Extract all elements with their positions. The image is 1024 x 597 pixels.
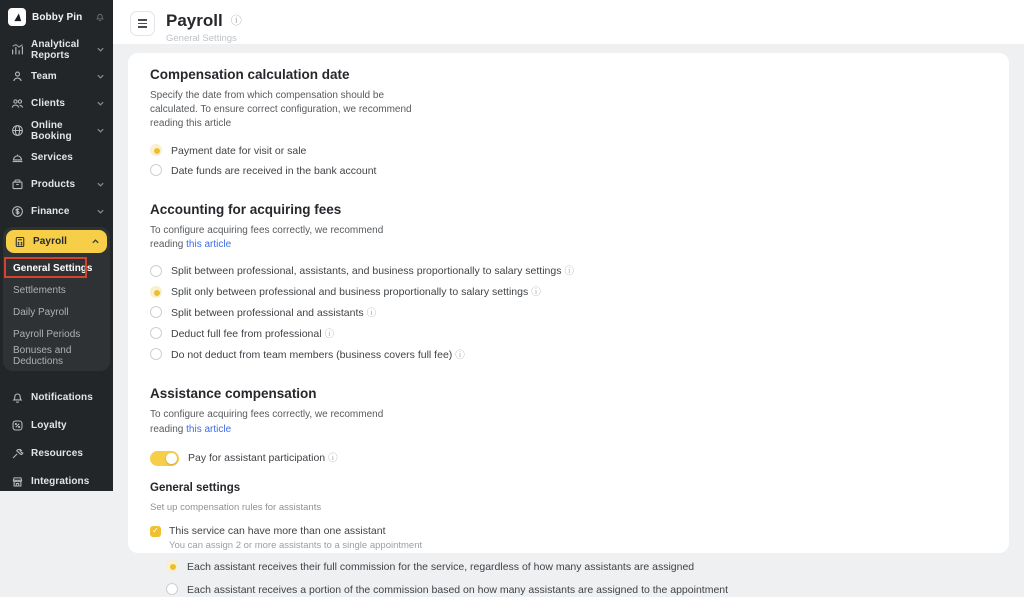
subitem-label: Bonuses and Deductions: [13, 345, 72, 367]
checkbox-multiple-assistants[interactable]: ✓ This service can have more than one assistant: [150, 525, 987, 537]
sidebar-item-resources[interactable]: [0, 439, 113, 467]
radio-option-date-funds-received[interactable]: Date funds are received in the bank account: [150, 164, 987, 178]
chevron-down-icon: [96, 180, 105, 189]
subitem-label: Payroll Periods: [13, 328, 81, 340]
info-icon[interactable]: ⓘ: [531, 287, 541, 299]
sidebar-item-integrations[interactable]: [0, 467, 113, 495]
globe-icon: [10, 124, 24, 138]
assistant-commission-options: [166, 560, 987, 597]
sidebar-item-label: Notifications: [31, 391, 93, 403]
sidebar-item-online-booking[interactable]: [0, 117, 113, 144]
notification-bell-icon[interactable]: [95, 12, 105, 22]
radio-selected-icon: [150, 144, 162, 156]
sidebar-item-label: Clients: [31, 98, 66, 109]
subitem-label: Settlements: [13, 284, 66, 296]
top-bar: [113, 0, 1024, 44]
page-subtitle: General Settings: [166, 33, 237, 44]
info-icon[interactable]: ⓘ: [455, 349, 465, 361]
sidebar-subitem-daily-payroll[interactable]: [3, 301, 110, 323]
section-title: Compensation calculation date: [150, 67, 350, 82]
section-assistance-compensation: [150, 386, 987, 597]
checkbox-checked-icon: ✓: [150, 526, 161, 537]
radio-option-deduct-full-fee[interactable]: Deduct full fee from professional ⓘ: [150, 327, 987, 342]
bobby-pin-logo-icon: [8, 8, 26, 26]
radio-option-payment-date[interactable]: Payment date for visit or sale: [150, 144, 987, 158]
sidebar-item-team[interactable]: [0, 63, 113, 90]
sidebar-item-notifications[interactable]: [0, 383, 113, 411]
payroll-group: [3, 227, 110, 371]
sidebar-item-label: Integrations: [31, 475, 90, 487]
radio-selected-icon: [166, 560, 178, 572]
chevron-down-icon: [96, 126, 105, 135]
section-accounting-acquiring-fees: [150, 202, 987, 362]
this-article-link[interactable]: this article: [186, 239, 232, 251]
toggle-pay-for-assistant-participation[interactable]: Pay for assistant participation ⓘ: [150, 451, 987, 466]
sidebar-subitem-bonuses-and-deductions[interactable]: [3, 345, 110, 367]
subitem-label: Daily Payroll: [13, 306, 69, 318]
sidebar-item-analytical-reports[interactable]: [0, 36, 113, 63]
general-settings-description: Set up compensation rules for assistants: [150, 501, 322, 513]
settings-card: [128, 53, 1009, 596]
chevron-down-icon: [96, 99, 105, 108]
sidebar-item-payroll[interactable]: [6, 230, 107, 253]
info-icon[interactable]: ⓘ: [324, 328, 335, 340]
general-settings-subheading: General settings: [150, 481, 241, 494]
page-body: [113, 44, 1024, 596]
section-title: Accounting for acquiring fees: [150, 201, 342, 217]
sidebar-item-clients[interactable]: [0, 90, 113, 117]
radio-unselected-icon: [166, 583, 178, 595]
sidebar-item-products[interactable]: [0, 171, 113, 198]
radio-option-split-professional-assistants-business[interactable]: Split between professional, assistants, and business proportionally to salary settings ⓘ: [150, 264, 987, 279]
person-icon: [10, 70, 24, 84]
radio-option-do-not-deduct[interactable]: Do not deduct from team members (business covers full fee) ⓘ: [150, 348, 987, 363]
page-title: Payroll: [166, 11, 223, 30]
info-icon[interactable]: ⓘ: [564, 266, 574, 278]
info-icon[interactable]: ⓘ: [366, 307, 377, 319]
percent-badge-icon: [10, 418, 24, 432]
sidebar-item-services[interactable]: [0, 144, 113, 171]
chart-icon: [10, 43, 24, 57]
sidebar-item-label: Loyalty: [31, 419, 67, 431]
radio-option-split-professional-assistants[interactable]: Split between professional and assistants ⓘ: [150, 306, 987, 321]
radio-unselected-icon: [150, 327, 162, 339]
sidebar-bottom-nav: [0, 383, 113, 495]
sidebar-item-label: Resources: [31, 447, 84, 459]
info-icon[interactable]: ⓘ: [230, 14, 242, 27]
sidebar-item-label: Online Booking: [31, 119, 72, 142]
radio-unselected-icon: [150, 265, 162, 277]
section-title: Assistance compensation: [150, 386, 317, 402]
calculator-icon: [13, 235, 27, 248]
service-bell-icon: [10, 151, 24, 165]
sidebar-item-label: Analytical Reports: [31, 38, 80, 61]
radio-option-split-only-professional-business[interactable]: Split only between professional and business proportionally to salary settings ⓘ: [150, 285, 987, 300]
section-description: To configure acquiring fees correctly, we recommend reading this article: [150, 224, 384, 251]
sidebar-subitem-settlements[interactable]: [3, 279, 110, 301]
sidebar: [0, 0, 113, 491]
radio-unselected-icon: [150, 306, 162, 318]
people-icon: [10, 97, 24, 111]
brand-row: [0, 0, 113, 36]
chevron-down-icon: [96, 72, 105, 81]
section-description: Specify the date from which compensation should be calculated. To ensure correct configuration, we recommend reading this article: [150, 90, 412, 130]
sidebar-subitem-general-settings[interactable]: [3, 257, 110, 279]
section-description: To configure acquiring fees correctly, we recommend reading this article: [150, 409, 384, 435]
hammer-icon: [10, 446, 24, 460]
sidebar-item-finance[interactable]: [0, 198, 113, 225]
sidebar-item-label: Services: [31, 152, 73, 163]
checkbox-sublabel: You can assign 2 or more assistants to a single appointment: [169, 539, 423, 551]
this-article-link[interactable]: this article: [186, 423, 232, 435]
sidebar-item-label: Products: [31, 179, 76, 190]
radio-option-full-commission[interactable]: Each assistant receives their full commission for the service, regardless of how many assistants are assigned: [166, 560, 987, 574]
dollar-coin-icon: [10, 205, 24, 219]
box-icon: [10, 178, 24, 192]
chevron-down-icon: [96, 207, 105, 216]
subitem-label: General Settings: [13, 262, 93, 274]
radio-option-portion-commission[interactable]: Each assistant receives a portion of the commission based on how many assistants are assigned to the appointment: [166, 583, 987, 597]
sidebar-subitem-payroll-periods[interactable]: [3, 323, 110, 345]
toggle-on-icon: [150, 451, 179, 466]
bell-icon: [10, 390, 24, 404]
section-compensation-calculation-date: [150, 67, 987, 178]
info-icon[interactable]: ⓘ: [328, 452, 338, 464]
brand-name: Bobby Pin: [32, 11, 83, 23]
radio-unselected-icon: [150, 164, 162, 176]
storefront-icon: [10, 474, 24, 488]
hamburger-menu-button[interactable]: [130, 11, 155, 36]
chevron-down-icon: [96, 45, 105, 54]
sidebar-item-label: Finance: [31, 206, 70, 217]
main-area: [113, 0, 1024, 596]
hamburger-icon: [138, 19, 147, 27]
sidebar-item-label: Team: [31, 71, 57, 82]
radio-unselected-icon: [150, 348, 162, 360]
sidebar-item-loyalty[interactable]: [0, 411, 113, 439]
radio-selected-icon: [150, 286, 162, 298]
sidebar-item-label: Payroll: [33, 236, 68, 247]
chevron-up-icon: [91, 237, 100, 246]
